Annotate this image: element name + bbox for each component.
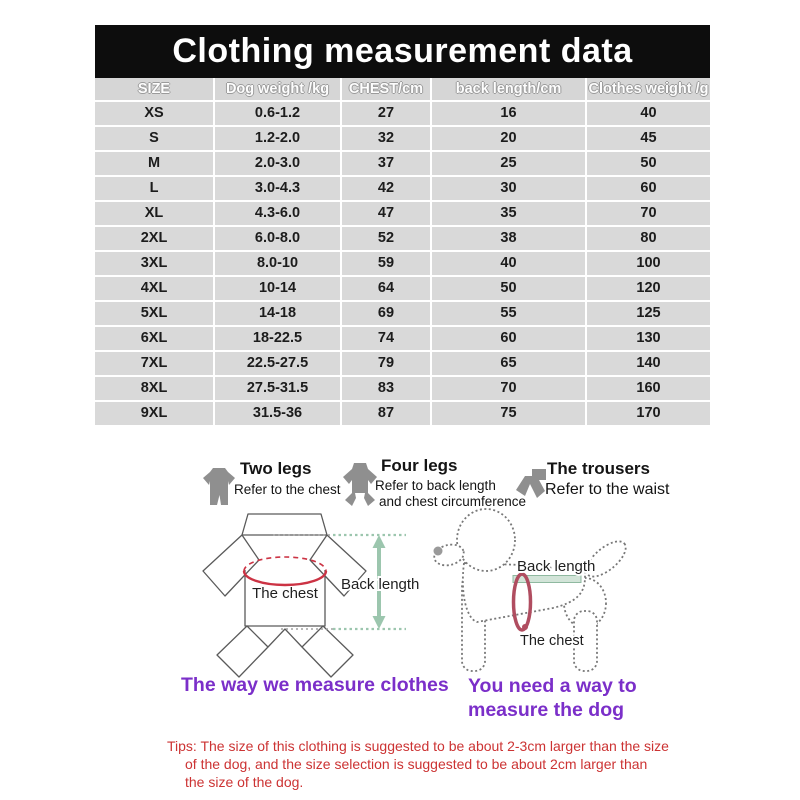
- clothes-caption: The way we measure clothes: [181, 674, 449, 696]
- tips-note: [167, 737, 669, 791]
- clothes-chest-label: The chest: [252, 585, 318, 602]
- table-cell: 69: [342, 302, 432, 325]
- table-cell: 50: [587, 152, 710, 175]
- table-row: [95, 202, 710, 227]
- table-cell: 25: [432, 152, 587, 175]
- table-header-cell: CHEST/cm: [342, 78, 432, 100]
- dog-caption-line2: measure the dog: [468, 699, 625, 721]
- table-cell: 10-14: [215, 277, 342, 300]
- table-cell: 37: [342, 152, 432, 175]
- table-cell: 42: [342, 177, 432, 200]
- table-cell: 45: [587, 127, 710, 150]
- table-cell: 31.5-36: [215, 402, 342, 425]
- table-cell: 50: [432, 277, 587, 300]
- table-cell: 22.5-27.5: [215, 352, 342, 375]
- four-legs-garment-icon: [341, 463, 379, 507]
- table-cell: 130: [587, 327, 710, 350]
- legend-trousers-desc: Refer to the waist: [545, 481, 670, 498]
- legend-two-legs-title: Two legs: [240, 459, 312, 478]
- table-cell: 125: [587, 302, 710, 325]
- chest-band-hook: [522, 624, 528, 630]
- table-cell: 64: [342, 277, 432, 300]
- table-header-row: [95, 78, 710, 102]
- table-cell: 0.6-1.2: [215, 102, 342, 125]
- garment-left-sleeve: [203, 535, 259, 596]
- table-row: [95, 402, 710, 427]
- legend-four-legs-desc-line2: and chest circumference: [379, 494, 527, 509]
- table-row: [95, 102, 710, 127]
- table-cell: 60: [432, 327, 587, 350]
- table-cell: 27.5-31.5: [215, 377, 342, 400]
- table-cell: 70: [432, 377, 587, 400]
- table-row: [95, 277, 710, 302]
- table-row: [95, 327, 710, 352]
- table-cell: 14-18: [215, 302, 342, 325]
- table-cell: 30: [432, 177, 587, 200]
- table-cell: 70: [587, 202, 710, 225]
- table-cell: 8.0-10: [215, 252, 342, 275]
- title-banner: [95, 25, 710, 78]
- table-header-cell: Dog weight /kg: [215, 78, 342, 100]
- table-cell: 40: [432, 252, 587, 275]
- legend-four-legs-desc-line1: Refer to back length: [375, 478, 496, 493]
- table-cell: 9XL: [95, 402, 215, 425]
- table-cell: 5XL: [95, 302, 215, 325]
- dog-measure-diagram: [433, 503, 653, 678]
- tips-line2: of the dog, and the size selection is suggested to be about 2cm larger than: [185, 756, 648, 772]
- table-header-cell: SIZE: [95, 78, 215, 100]
- table-cell: 3.0-4.3: [215, 177, 342, 200]
- table-cell: 140: [587, 352, 710, 375]
- table-cell: 6XL: [95, 327, 215, 350]
- table-header-cell: back length/cm: [432, 78, 587, 100]
- table-cell: 3XL: [95, 252, 215, 275]
- table-cell: 27: [342, 102, 432, 125]
- chest-ellipse-front: [244, 571, 326, 585]
- table-header-cell: Clothes weight /g: [587, 78, 710, 100]
- dog-caption-line1: You need a way to: [468, 675, 637, 697]
- table-cell: 80: [587, 227, 710, 250]
- table-cell: 2.0-3.0: [215, 152, 342, 175]
- garment-collar: [242, 514, 327, 535]
- table-cell: 40: [587, 102, 710, 125]
- table-cell: 18-22.5: [215, 327, 342, 350]
- garment-right-leg: [302, 626, 353, 677]
- table-cell: XS: [95, 102, 215, 125]
- table-cell: 16: [432, 102, 587, 125]
- table-row: [95, 352, 710, 377]
- tips-line3: the size of the dog.: [185, 774, 304, 790]
- dog-chest-label: The chest: [520, 633, 584, 649]
- table-cell: S: [95, 127, 215, 150]
- table-cell: 170: [587, 402, 710, 425]
- table-cell: 160: [587, 377, 710, 400]
- table-cell: XL: [95, 202, 215, 225]
- table-cell: 74: [342, 327, 432, 350]
- clothes-measure-diagram: [193, 508, 433, 678]
- table-cell: 7XL: [95, 352, 215, 375]
- table-cell: 100: [587, 252, 710, 275]
- table-row: [95, 227, 710, 252]
- table-cell: 79: [342, 352, 432, 375]
- legend-trousers-title: The trousers: [547, 459, 650, 478]
- tips-line1: Tips: The size of this clothing is suggested to be about 2-3cm larger than the size: [167, 738, 669, 754]
- table-cell: 8XL: [95, 377, 215, 400]
- table-row: [95, 302, 710, 327]
- table-cell: 35: [432, 202, 587, 225]
- table-cell: 38: [432, 227, 587, 250]
- table-cell: L: [95, 177, 215, 200]
- table-cell: 32: [342, 127, 432, 150]
- dog-caption: [468, 674, 637, 722]
- table-cell: M: [95, 152, 215, 175]
- table-row: [95, 127, 710, 152]
- table-row: [95, 377, 710, 402]
- page-title: Clothing measurement data: [172, 32, 633, 70]
- table-cell: 47: [342, 202, 432, 225]
- back-length-measure-bar: [513, 576, 581, 583]
- table-cell: 59: [342, 252, 432, 275]
- table-cell: 75: [432, 402, 587, 425]
- table-row: [95, 177, 710, 202]
- table-row: [95, 152, 710, 177]
- table-row: [95, 252, 710, 277]
- size-table: [95, 78, 710, 427]
- table-cell: 60: [587, 177, 710, 200]
- table-cell: 65: [432, 352, 587, 375]
- clothes-back-length-label: Back length: [341, 576, 420, 593]
- legend-four-legs-title: Four legs: [381, 456, 458, 475]
- garment-left-leg: [217, 626, 268, 677]
- table-cell: 52: [342, 227, 432, 250]
- two-legs-garment-icon: [202, 468, 236, 506]
- garment-leg-notch: [268, 629, 302, 647]
- table-cell: 4XL: [95, 277, 215, 300]
- arrow-up-icon: [373, 535, 386, 548]
- table-cell: 1.2-2.0: [215, 127, 342, 150]
- dog-back-length-label: Back length: [517, 558, 596, 575]
- table-cell: 4.3-6.0: [215, 202, 342, 225]
- table-cell: 83: [342, 377, 432, 400]
- table-cell: 87: [342, 402, 432, 425]
- dog-nose: [434, 547, 443, 556]
- table-cell: 20: [432, 127, 587, 150]
- legend-two-legs-desc: Refer to the chest: [234, 482, 341, 497]
- table-cell: 6.0-8.0: [215, 227, 342, 250]
- dog-head: [457, 509, 515, 571]
- arrow-down-icon: [373, 616, 386, 629]
- table-cell: 55: [432, 302, 587, 325]
- table-cell: 120: [587, 277, 710, 300]
- table-cell: 2XL: [95, 227, 215, 250]
